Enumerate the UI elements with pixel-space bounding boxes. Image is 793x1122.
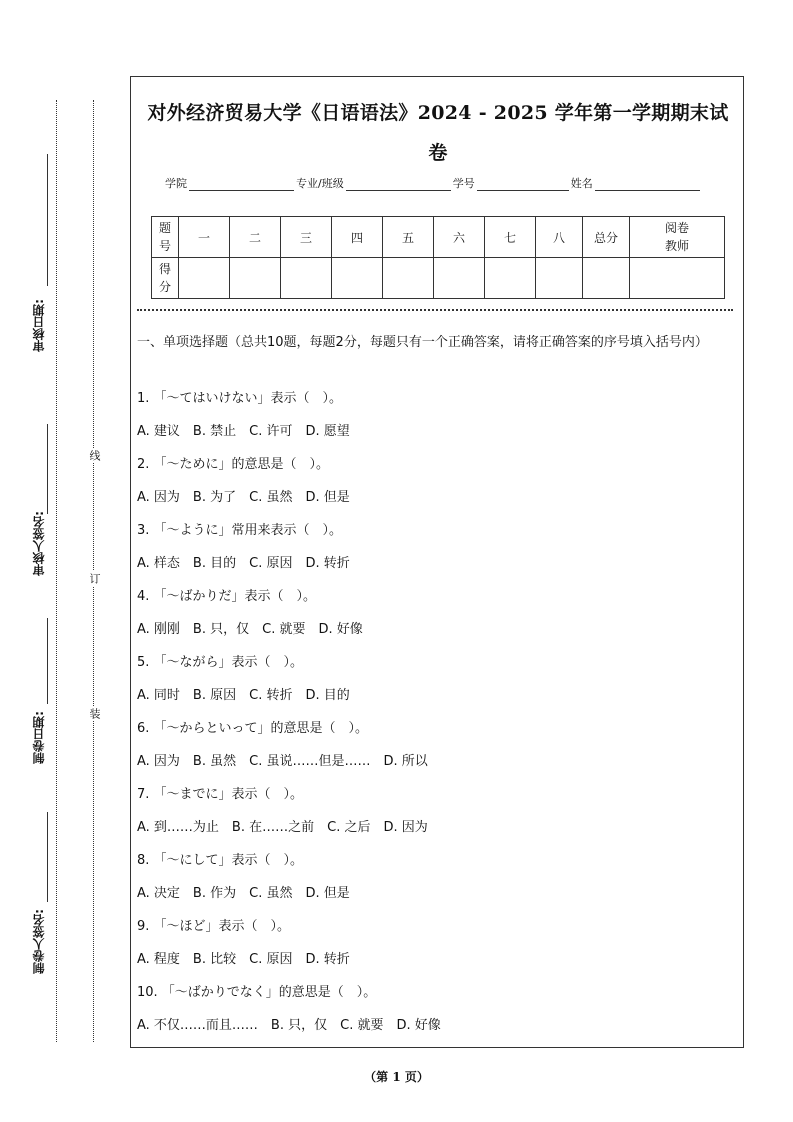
score-cell[interactable] [485, 258, 536, 299]
col-header: 二 [230, 217, 281, 258]
reviewer-label: 阅卷 教师 [630, 217, 725, 258]
question-number-label: 题 号 [152, 217, 179, 258]
major-class-label: 专业/班级 [296, 177, 344, 190]
reviewer-cell[interactable] [630, 258, 725, 299]
score-cell[interactable] [230, 258, 281, 299]
binding-char-xian: 线 [88, 450, 101, 461]
options-3: A. 样态 B. 目的 C. 原因 D. 转折 [137, 556, 350, 571]
review-date-label: 审核日期: [30, 296, 47, 355]
score-cell[interactable] [281, 258, 332, 299]
score-table [151, 216, 725, 299]
options-9: A. 程度 B. 比较 C. 原因 D. 转折 [137, 952, 350, 967]
score-cell[interactable] [536, 258, 583, 299]
col-header: 三 [281, 217, 332, 258]
question-5: 5. 「～ながら」表示（ ）。 [137, 655, 304, 670]
col-header: 七 [485, 217, 536, 258]
exam-title-line2: 卷 [428, 142, 448, 164]
options-10: A. 不仅……而且…… B. 只，仅 C. 就要 D. 好像 [137, 1018, 441, 1033]
options-4: A. 刚刚 B. 只，仅 C. 就要 D. 好像 [137, 622, 363, 637]
options-6: A. 因为 B. 虽然 C. 虽说……但是…… D. 所以 [137, 754, 428, 769]
binding-char-ding: 订 [88, 573, 101, 584]
col-header: 一 [179, 217, 230, 258]
options-2: A. 因为 B. 为了 C. 虽然 D. 但是 [137, 490, 350, 505]
section-separator [137, 309, 733, 311]
total-score-cell[interactable] [583, 258, 630, 299]
question-2: 2. 「～ために」的意思是（ ）。 [137, 457, 330, 472]
options-1: A. 建议 B. 禁止 C. 许可 D. 愿望 [137, 424, 350, 439]
question-1: 1. 「～てはいけない」表示（ ）。 [137, 391, 343, 406]
review-date-blank [47, 154, 48, 286]
col-header: 五 [383, 217, 434, 258]
college-label: 学院 [165, 177, 187, 190]
major-class-blank[interactable] [346, 178, 451, 191]
student-id-label: 学号 [452, 177, 475, 190]
question-6: 6. 「～からといって」的意思是（ ）。 [137, 721, 369, 736]
reviewer-signature-label: 审核人签名: [30, 508, 47, 579]
options-7: A. 到……为止 B. 在……之前 C. 之后 D. 因为 [137, 820, 428, 835]
exam-frame [130, 76, 744, 1048]
exam-title-line1: 对外经济贸易大学《日语语法》2024 - 2025 学年第一学期期末试 [147, 102, 729, 124]
college-blank[interactable] [189, 178, 294, 191]
name-label: 姓名 [570, 177, 593, 190]
score-label: 得 分 [152, 258, 179, 299]
score-cell[interactable] [179, 258, 230, 299]
question-7: 7. 「～までに」表示（ ）。 [137, 787, 304, 802]
outer-dotted-line [56, 100, 57, 1042]
question-10: 10. 「～ばかりでなく」的意思是（ ）。 [137, 985, 377, 1000]
section-heading: 一、单项选择题（总共10题，每题2分，每题只有一个正确答案，请将正确答案的序号填入括号内） [137, 335, 708, 350]
question-8: 8. 「～にして」表示（ ）。 [137, 853, 304, 868]
binding-char-zhuang: 装 [88, 708, 101, 719]
score-table-score-row [152, 258, 725, 299]
col-header-total: 总分 [583, 217, 630, 258]
score-cell[interactable] [332, 258, 383, 299]
exam-title [131, 93, 745, 173]
col-header: 八 [536, 217, 583, 258]
col-header: 四 [332, 217, 383, 258]
page-footer: （第 1 页） [364, 1070, 429, 1084]
col-header: 六 [434, 217, 485, 258]
score-cell[interactable] [434, 258, 485, 299]
paper-date-blank [47, 618, 48, 704]
question-9: 9. 「～ほど」表示（ ）。 [137, 919, 291, 934]
paper-date-label: 制卷日期: [30, 708, 47, 767]
options-8: A. 决定 B. 作为 C. 虽然 D. 但是 [137, 886, 350, 901]
paper-maker-signature-label: 制卷人签名: [30, 906, 47, 977]
paper-maker-signature-blank [47, 812, 48, 902]
name-blank[interactable] [595, 178, 700, 191]
score-cell[interactable] [383, 258, 434, 299]
student-info-row [165, 175, 702, 191]
options-5: A. 同时 B. 原因 C. 转折 D. 目的 [137, 688, 350, 703]
student-id-blank[interactable] [477, 178, 569, 191]
score-table-header-row [152, 217, 725, 258]
question-4: 4. 「～ばかりだ」表示（ ）。 [137, 589, 317, 604]
reviewer-signature-blank [47, 424, 48, 514]
question-3: 3. 「～ように」常用来表示（ ）。 [137, 523, 343, 538]
